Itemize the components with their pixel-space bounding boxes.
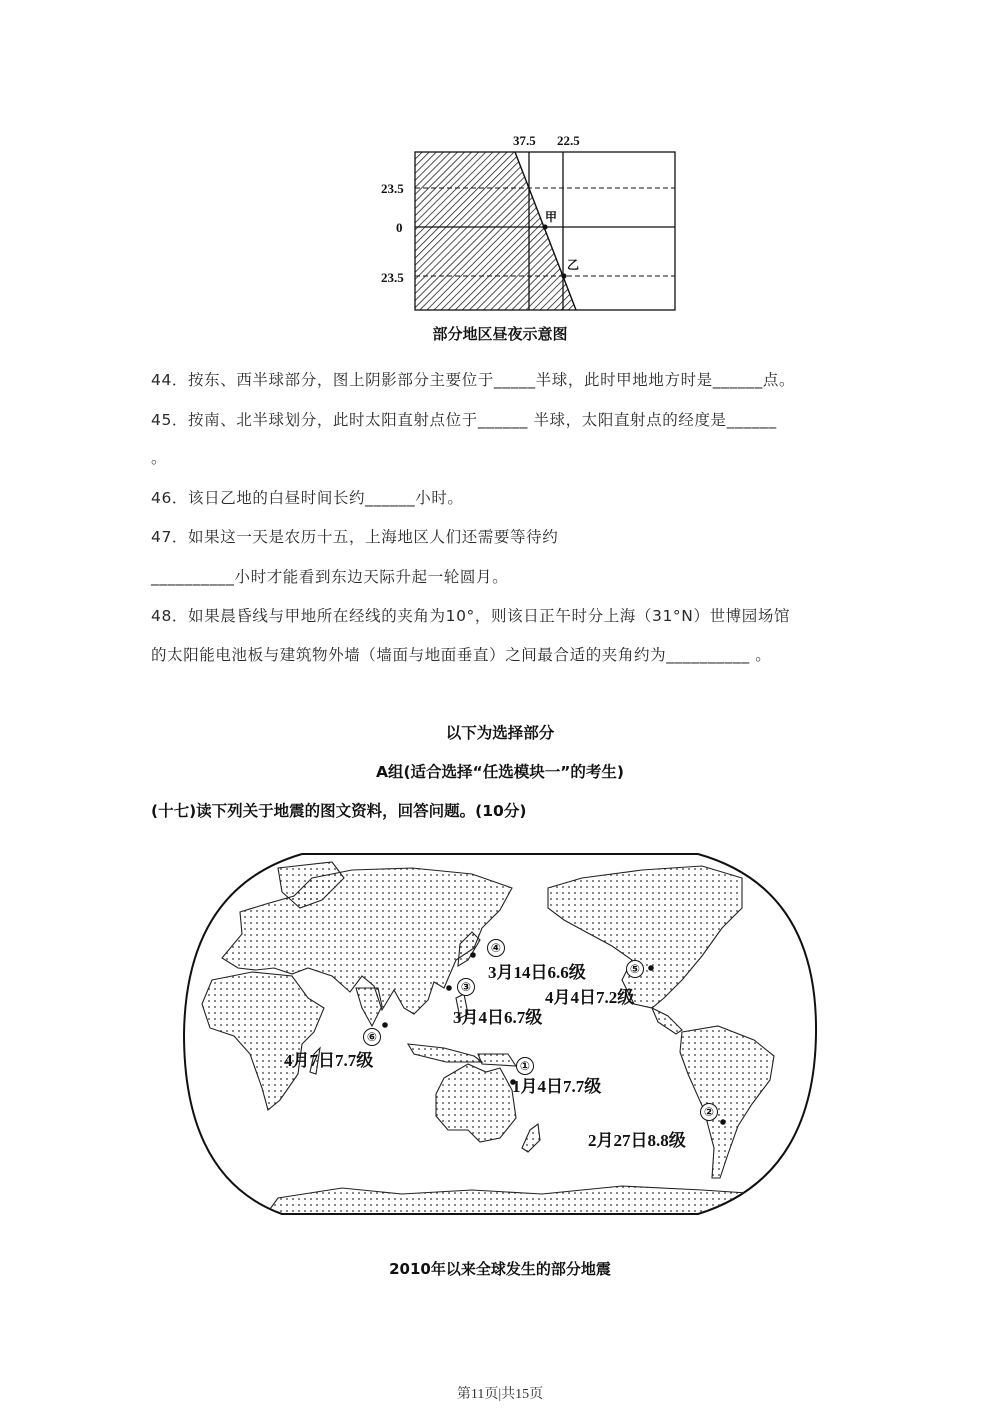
quake-point-2 <box>720 1119 726 1125</box>
point-yi-label: 乙 <box>567 258 580 272</box>
question-48-cont: 的太阳能电池板与建筑物外墙（墙面与地面垂直）之间最合适的夹角约为__________ 。 <box>151 646 772 664</box>
question-45-end: 。 <box>151 449 168 467</box>
point-yi-dot <box>561 273 566 278</box>
question-46: 46．该日乙地的白昼时间长约______小时。 <box>151 489 464 507</box>
figure2-caption: 2010年以来全球发生的部分地震 <box>389 1260 611 1278</box>
point-jia-dot <box>542 224 547 229</box>
quake-point-4 <box>470 952 476 958</box>
world-map <box>182 848 818 1220</box>
left-tick-2: 0 <box>396 220 403 235</box>
quake-label-6: 4月7日7.7级 <box>284 1051 374 1070</box>
quake-label-3: 3月4日6.7级 <box>453 1008 543 1027</box>
quake-label-4: 3月14日6.6级 <box>488 963 586 982</box>
quake-num-3: ③ <box>457 978 475 996</box>
quake-point-5 <box>648 965 654 971</box>
night-region <box>415 152 576 310</box>
question-48: 48．如果晨昏线与甲地所在经线的夹角为10°，则该日正午时分上海（31°N）世博园场馆 <box>151 607 791 625</box>
quake-num-2: ② <box>700 1103 718 1121</box>
australia <box>436 1064 516 1142</box>
quake-label-1: 1月4日7.7级 <box>512 1077 602 1096</box>
question-47-cont: __________小时才能看到东边天际升起一轮圆月。 <box>151 568 509 586</box>
quake-num-1: ① <box>516 1057 534 1075</box>
question-45: 45．按南、北半球划分，此时太阳直射点位于______ 半球，太阳直射点的经度是______ <box>151 411 777 429</box>
problem-title: (十七)读下列关于地震的图文资料，回答问题。(10分) <box>151 802 527 820</box>
point-jia-label: 甲 <box>545 210 558 224</box>
quake-num-5: ⑤ <box>626 960 644 978</box>
top-tick-1: 37.5 <box>513 133 536 148</box>
question-47: 47．如果这一天是农历十五，上海地区人们还需要等待约 <box>151 528 559 546</box>
left-tick-1: 23.5 <box>381 181 404 196</box>
top-tick-2: 22.5 <box>557 133 580 148</box>
quake-num-6: ⑥ <box>363 1028 381 1046</box>
quake-label-5: 4月4日7.2级 <box>545 988 635 1007</box>
quake-point-6 <box>382 1022 388 1028</box>
day-night-diagram <box>380 130 690 315</box>
section-title: 以下为选择部分 <box>445 724 555 742</box>
figure1-caption: 部分地区昼夜示意图 <box>432 325 568 343</box>
quake-label-2: 2月27日8.8级 <box>588 1131 686 1150</box>
quake-point-3 <box>446 985 452 991</box>
quake-num-4: ④ <box>487 939 505 957</box>
group-title: A组(适合选择“任选模块一”的考生) <box>375 763 625 781</box>
question-44: 44．按东、西半球部分，图上阴影部分主要位于_____半球，此时甲地地方时是______点。 <box>151 371 796 389</box>
page-number: 第11页|共15页 <box>456 1387 544 1402</box>
left-tick-3: 23.5 <box>381 270 404 285</box>
